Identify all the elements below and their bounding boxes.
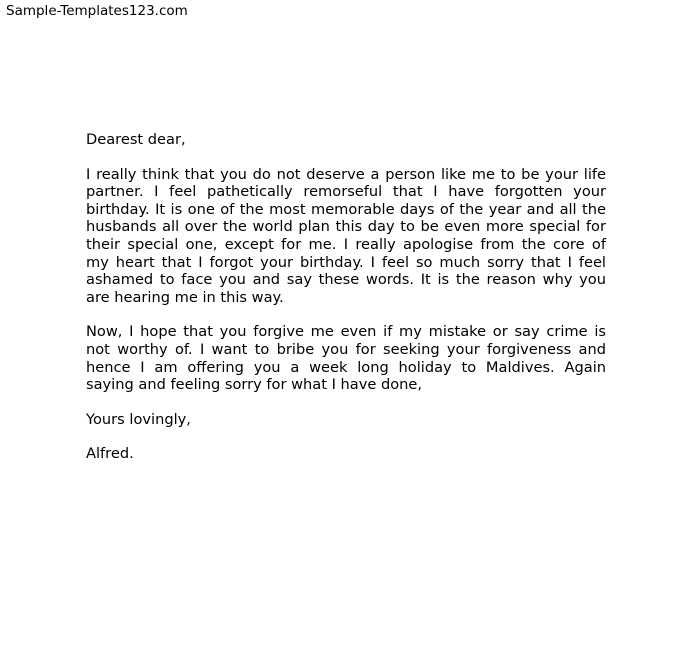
paragraph-line: partner. I feel pathetically remorseful that I have forgotten your (86, 183, 606, 201)
letter-body (86, 131, 606, 463)
paragraph-line: their special one, except for me. I really apologise from the core of (86, 235, 606, 253)
site-watermark: Sample-Templates123.com (6, 3, 188, 19)
letter-signature: Alfred. (86, 445, 134, 463)
paragraph-line: saying and feeling sorry for what I have done, (86, 376, 423, 394)
paragraph-line: are hearing me in this way. (86, 288, 284, 306)
paragraph-line: not worthy of. I want to bribe you for seeking your forgiveness and (86, 340, 606, 358)
paragraph-line: hence I am offering you a week long holiday to Maldives. Again (86, 358, 606, 376)
paragraph-line: ashamed to face you and say these words. It is the reason why you (86, 271, 606, 289)
letter-paragraph-2 (86, 323, 606, 393)
letter-closing: Yours lovingly, (86, 410, 191, 428)
paragraph-line: birthday. It is one of the most memorable days of the year and all the (86, 200, 606, 218)
paragraph-line: my heart that I forgot your birthday. I feel so much sorry that I feel (86, 253, 606, 271)
paragraph-line: I really think that you do not deserve a person like me to be your life (86, 165, 606, 183)
paragraph-line: husbands all over the world plan this day to be even more special for (86, 218, 606, 236)
letter-salutation: Dearest dear, (86, 131, 186, 148)
letter-paragraph-1 (86, 166, 606, 307)
paragraph-line: Now, I hope that you forgive me even if my mistake or say crime is (86, 323, 606, 341)
